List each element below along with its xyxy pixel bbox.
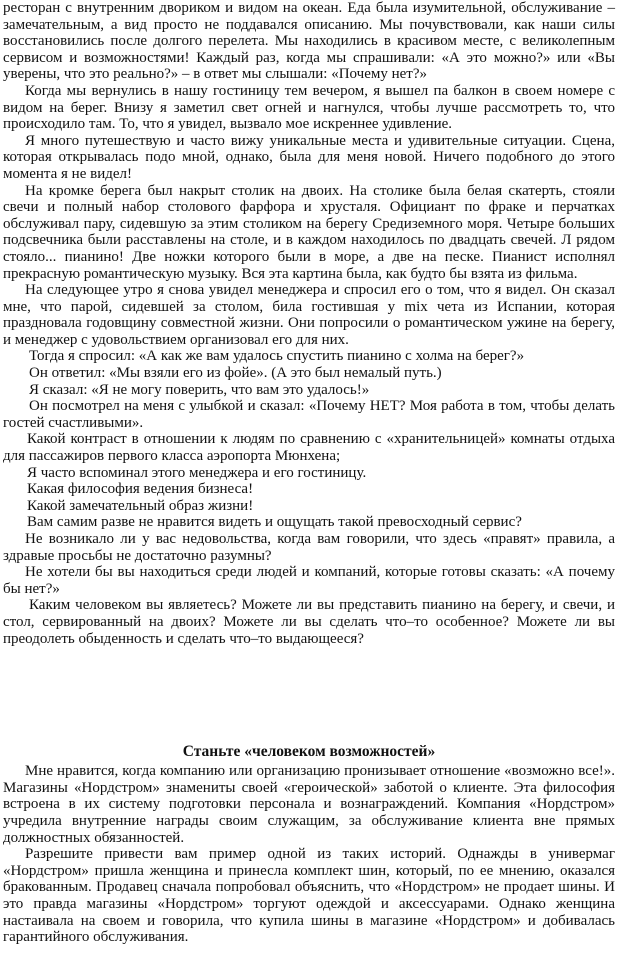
paragraph-contrast: Какой контраст в отношении к людям по сравнению с «хранительницей» комнаты отдыха для пассажиров первого класса аэропорта Мюнхена; [3,431,615,465]
section-gap [3,647,615,743]
paragraph-question-piano: Тогда я спросил: «А как же вам удалось спустить пианино с холма на берег?» [29,348,525,365]
paragraph-balcony: Когда мы вернулись в нашу гостиницу тем вечером, я вышел па балкон в своем номере с видом на берег. Внизу я заметил свет огней и нагнулся, чтобы лучше рассмотреть то, что происходило там. То, что я увидел, вызвало мое искреннее удивление. [3,82,615,133]
paragraph-cannot-believe: Я сказал: «Я не могу поверить, что вам это удалось!» [29,381,370,398]
paragraph-nordstrom: Мне нравится, когда компанию или организацию пронизывает отношение «возможно все!». Магазины «Нордстром» знамениты своей «героической» заботой о клиенте. Эта философия встроена в их систему подготовки персонала и вознаграждений. Компания «Нордстром» учредила внутренние награды своим служащим, за обслуживание клиента вне прямых должностных обязанностей. [3,763,615,846]
paragraph-philosophy: Какая философия ведения бизнеса! [27,481,254,498]
paragraph-way-of-life: Какой замечательный образ жизни! [27,497,254,514]
paragraph-travel: Я много путешествую и часто вижу уникальные места и удивительные ситуации. Сцена, которая открывалась подо мной, однако, была для меня новой. Ничего подобного до этого момента я не видел! [3,132,615,182]
paragraph-what-person: Каким человеком вы являетесь? Можете ли вы представить пианино на берегу, и свечи, и стол, сервированный на двоих? Можете ли вы сделать что–то особенное? Можете ли вы преодолеть обыденность и сделать что–то выдающееся? [3,597,615,647]
paragraph-why-not-people: Не хотели бы вы находиться среди людей и компаний, которые готовы сказать: «А почему бы нет?» [3,564,615,597]
paragraph-beach-table: На кромке берега был накрыт столик на двоих. На столике была белая скатерть, стояли свечи и полный набор столового фарфора и хрусталя. Официант по фраке и перчатках обслуживал пару, сидевшую за этим столиком на берегу Средиземного моря. Четыре больших подсвечника были расставлены на столе, и в каждом находилось по двадцать свечей. Л рядом стояло... пианино! Две ножки которого были в море, а две на песке. Пианист исполнял прекрасную романтическую музыку. Вся эта картина была, как будто бы взята из фильма. [3,182,615,282]
paragraph-service-question: Вам самим разве не нравится видеть и ощущать такой превосходный сервис? [27,514,522,531]
paragraph-tires-story: Разрешите привести вам пример одной из таких историй. Однажды в универмаг «Нордстром» пришла женщина и принесла комплект шин, который, по ее мнению, оказался бракованным. Продавец сначала попробовал объяснить, что «Нордстром» не продает шины. И это правда магазины «Нордстром» торгуют одеждой и аксессуарами. Однако женщина настаивала на своем и говорила, что купила шины в магазине «Нордстром» и добивалась гарантийного обслуживания. [3,846,615,946]
paragraph-answer-foyer: Он ответил: «Мы взяли его из фойе». (А это был немалый путь.) [29,365,442,382]
paragraph-restaurant: ресторан с внутренним двориком и видом на океан. Еда была изумительной, обслуживание – замечательным, а вид просто не поддавался описанию. Мы почувствовали, как наши силы восстановились после долгого перелета. Мы находились в красивом месте, с великолепным сервисом и возможностями! Каждый раз, когда мы спрашивали: «А это можно?» или «Вы уверены, что это реально?» – в ответ мы слышали: «Почему нет?» [3,0,615,83]
section-heading: Станьте «человеком возможностей» [182,743,436,761]
paragraph-why-not: Он посмотрел на меня с улыбкой и сказал: «Почему НЕТ? Моя работа в том, чтобы делать гостей счастливыми». [3,398,615,431]
book-page [3,0,615,946]
paragraph-remember-manager: Я часто вспоминал этого менеджера и его гостиницу. [27,464,367,481]
paragraph-rules-question: Не возникало ли у вас недовольства, когда вам говорили, что здесь «правят» правила, а здравые просьбы не достаточно разумны? [3,531,615,564]
paragraph-next-morning: На следующее утро я снова увидел менеджера и спросил его о том, что я видел. Он сказал мне, что парой, сидевшей за столом, била гостившая у mix чета из Испании, которая праздновала годовщину совместной жизни. Они попросили о романтическом ужине на берегу, и менеджер с удовольствием организовал его для них. [3,282,615,348]
